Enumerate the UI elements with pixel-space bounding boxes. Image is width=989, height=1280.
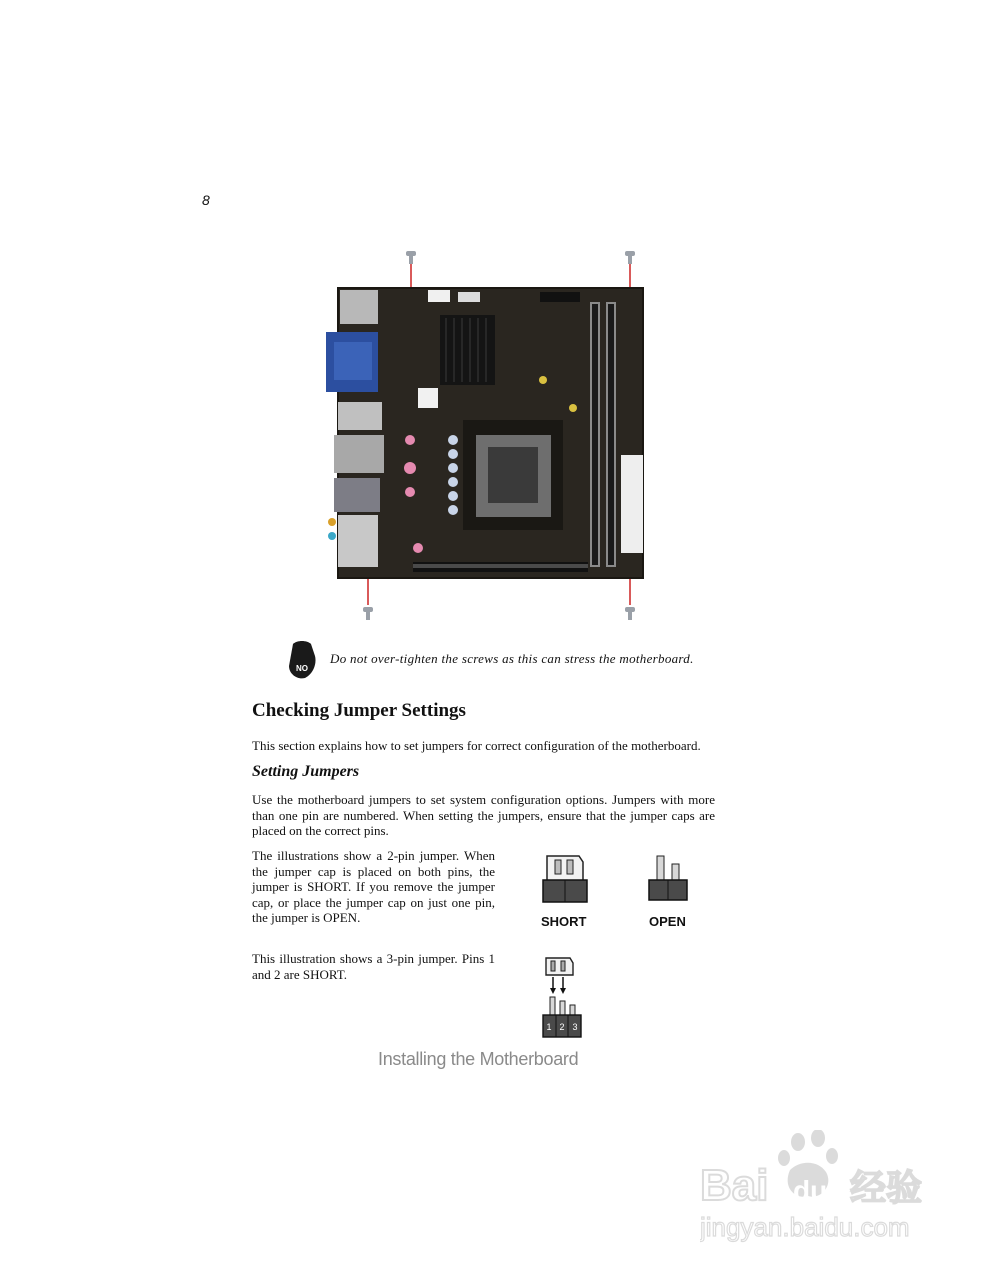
paragraph-2pin: The illustrations show a 2-pin jumper. When the jumper cap is placed on both pins, the jumper is SHORT. If you remove the jumper cap, or place the jumper cap on just one pin, the jumper is OPEN. xyxy=(252,848,495,925)
pin-3-label: 3 xyxy=(572,1022,578,1032)
short-label: SHORT xyxy=(541,914,587,929)
pin-1-label: 1 xyxy=(546,1022,552,1032)
paragraph-3pin: This illustration shows a 3-pin jumper. Pins 1 and 2 are SHORT. xyxy=(252,951,495,982)
svg-text:经验: 经验 xyxy=(850,1168,923,1209)
jumper-3pin-icon xyxy=(537,955,587,1040)
svg-text:jingyan.baidu.com: jingyan.baidu.com xyxy=(700,1212,910,1242)
page-footer: Installing the Motherboard xyxy=(378,1049,579,1069)
paragraph-jumpers: Use the motherboard jumpers to set system configuration options. Jumpers with more than one pin are numbered. When setting the jumpers, ensure that the jumper caps are placed on the correct pins. xyxy=(252,792,715,838)
section-title: Checking Jumper Settings xyxy=(252,700,466,721)
no-hand-icon xyxy=(285,640,319,680)
baidu-watermark-logo xyxy=(700,1130,940,1245)
svg-text:du: du xyxy=(793,1175,828,1206)
pin-2-label: 2 xyxy=(559,1022,565,1032)
page-number: 8 xyxy=(202,192,210,208)
svg-text:Bai: Bai xyxy=(700,1161,769,1210)
motherboard-image xyxy=(318,240,658,630)
jumper-short-icon xyxy=(543,856,587,902)
svg-text:NO: NO xyxy=(296,664,308,673)
caution-note: Do not over-tighten the screws as this can stress the motherboard. xyxy=(330,651,694,666)
jumper-open-icon xyxy=(649,856,687,900)
subsection-title: Setting Jumpers xyxy=(252,763,360,780)
open-label: OPEN xyxy=(649,914,686,929)
section-intro: This section explains how to set jumpers for correct configuration of the motherboard. xyxy=(252,738,701,753)
